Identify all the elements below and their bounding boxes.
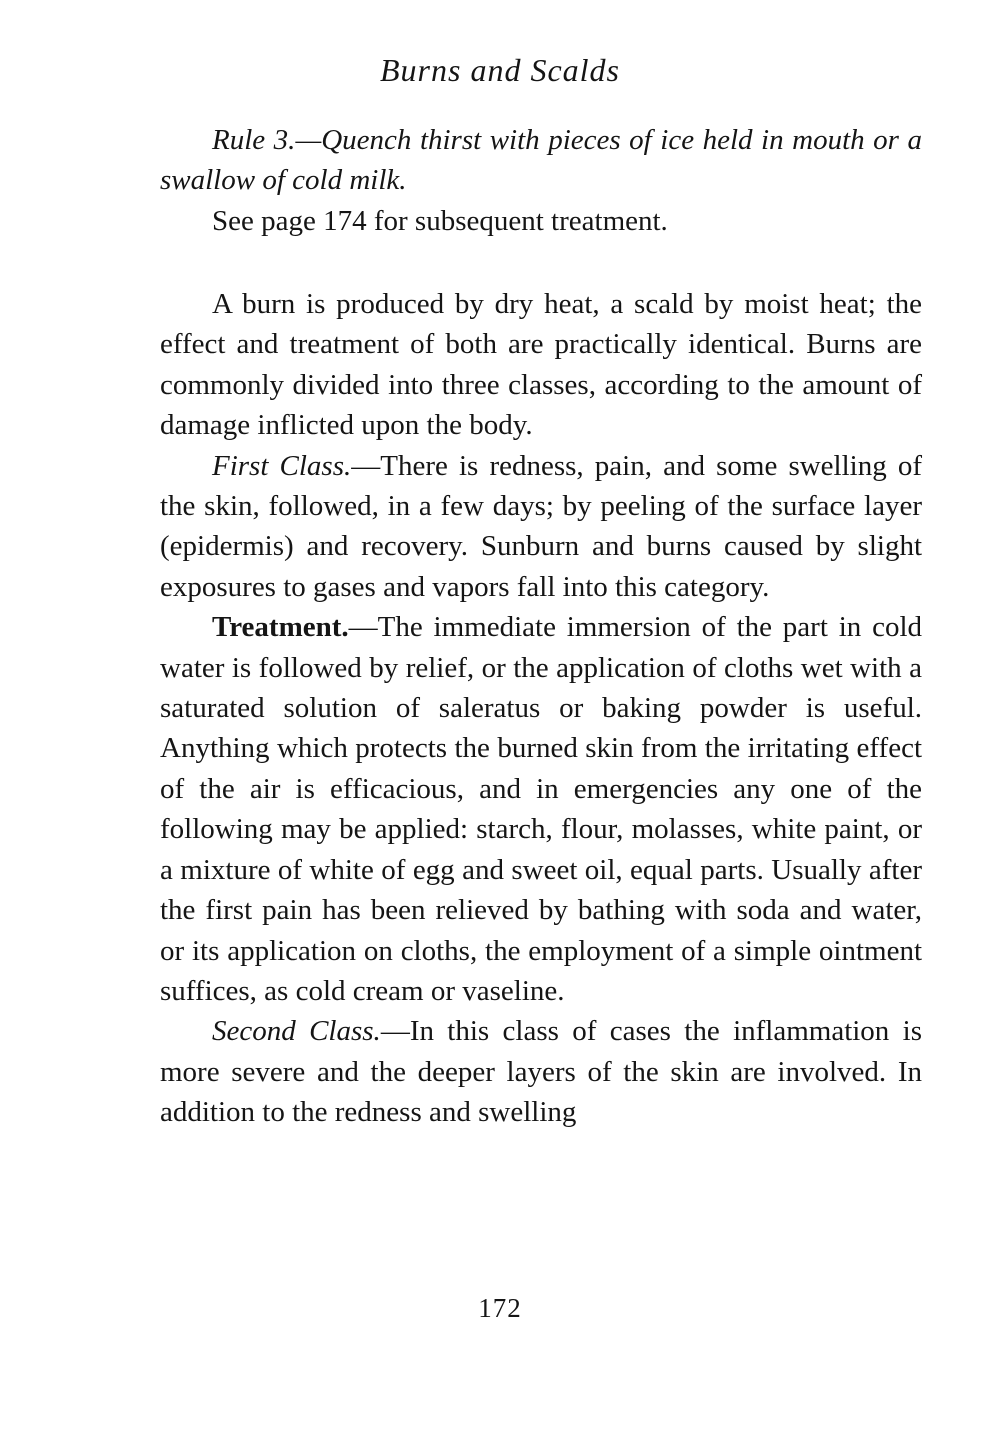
rule-label: Rule 3.	[212, 124, 296, 156]
first-class-text: —There is redness, pain, and some swelling of the skin, followed, in a few days; by peeling of the surface layer (epidermis) and recovery. Sunburn and burns caused by slight exposures to gases and vapors fall into this category.	[160, 449, 922, 603]
second-class-text: —In this class of cases the inflammation is more severe and the deeper layers of the skin are involved. In addition to the redness and swelling	[160, 1015, 922, 1129]
first-class-label: First Class.	[212, 449, 352, 482]
second-class-label: Second Class.	[212, 1015, 381, 1048]
rule-text: —Quench thirst with pieces of ice held in mouth or a swallow of cold milk.	[160, 124, 922, 197]
see-page-line: See page 174 for subsequent treatment.	[212, 204, 668, 237]
running-title: Burns and Scalds	[380, 52, 620, 88]
body-text	[160, 284, 922, 1133]
intro-paragraph: A burn is produced by dry heat, a scald by moist heat; the effect and treatment of both are practically identical. Burns are commonly divided into three classes, according to the amount of damage inflicted upon the body.	[160, 288, 922, 442]
rule-paragraph	[160, 120, 922, 201]
treatment-text: —The immediate immersion of the part in cold water is followed by relief, or the application of cloths wet with a saturated solution of saleratus or baking powder is useful. Anything which protects the burned skin from the irritating effect of the air is efficacious, and in emergencies any one of the following may be applied: starch, flour, molasses, white paint, or a mixture of white of egg and sweet oil, equal parts. Usually after the first pain has been relieved by bathing with soda and water, or its application on cloths, the employment of a simple ointment suffices, as cold cream or vaseline.	[160, 611, 922, 1007]
treatment-paragraph	[160, 607, 922, 1011]
rule-section	[160, 120, 922, 241]
treatment-label: Treatment.	[212, 611, 349, 644]
first-class-paragraph	[160, 446, 922, 608]
page-number: 172	[478, 1293, 522, 1323]
second-class-paragraph	[160, 1011, 922, 1132]
